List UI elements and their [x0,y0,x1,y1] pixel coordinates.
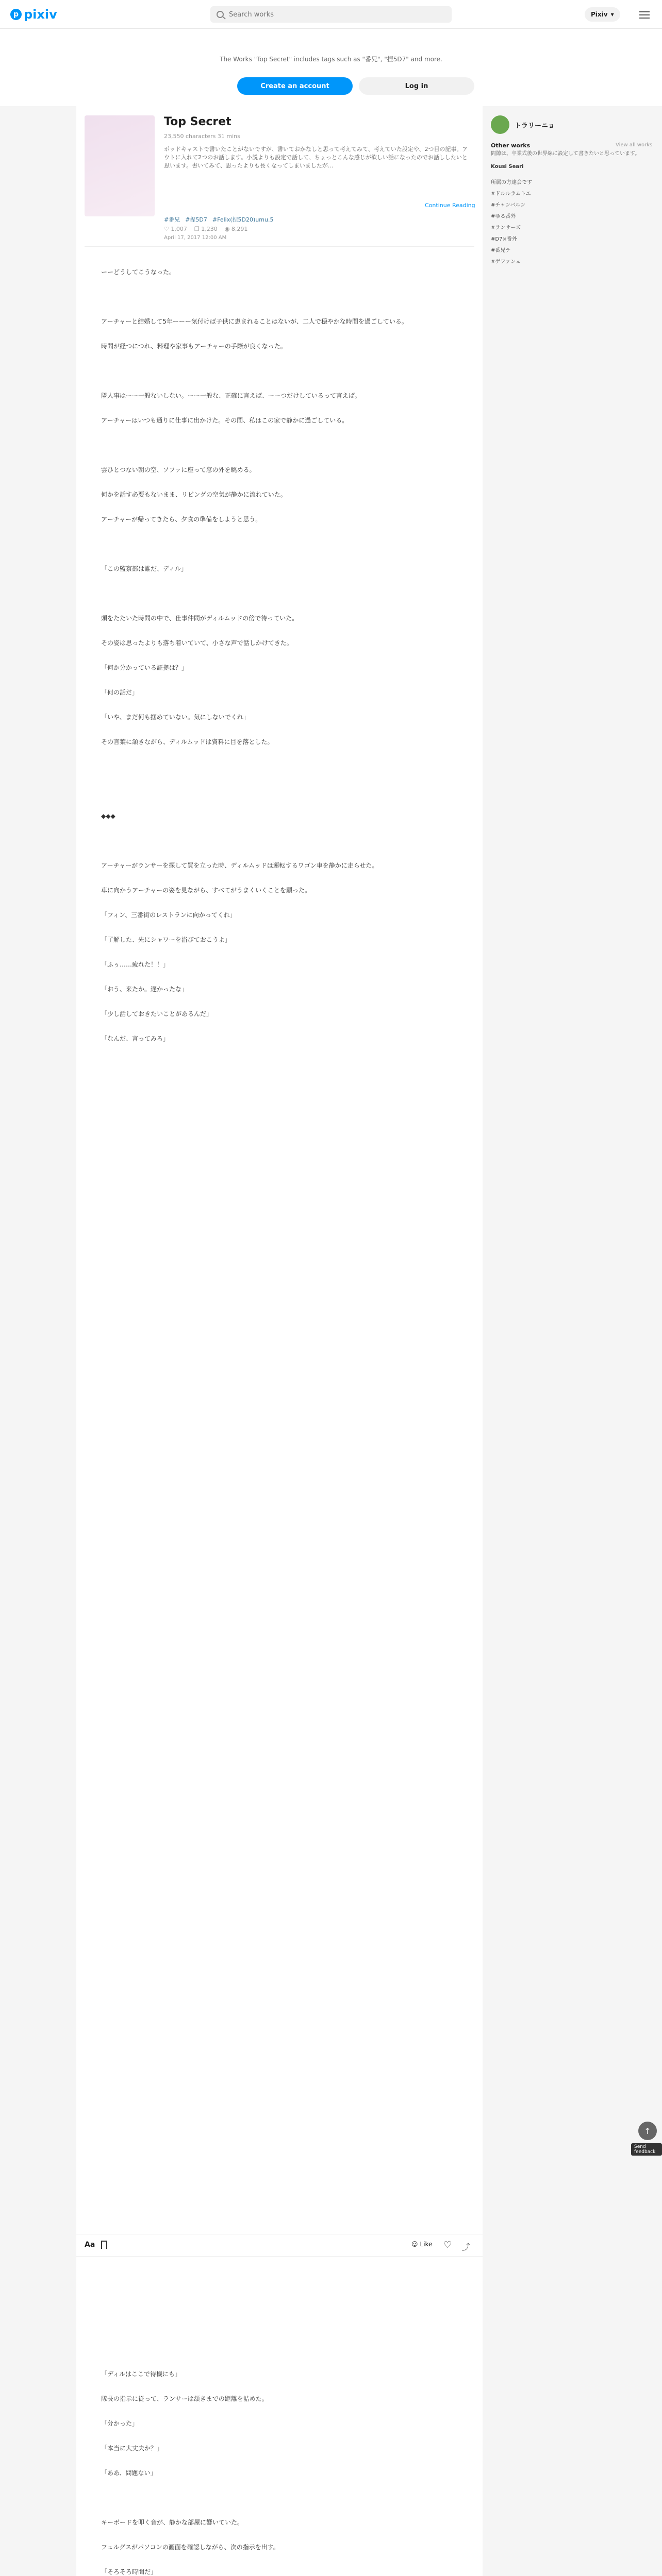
novel-main-panel [76,106,483,2576]
sidebar-link-list [491,177,651,268]
like-label: Like [420,2241,433,2248]
likes-count: ♡ 1,007 [164,226,187,232]
text-settings-button[interactable]: Aa [85,2241,95,2249]
search-input[interactable] [228,10,434,19]
reader-action-bar [76,2234,483,2257]
author-description: 間隙は、卒業式後の世界線に設定して書きたいと思っています。 [491,151,640,157]
create-account-button[interactable]: Create an account [237,77,353,95]
promo-text: The Works "Top Secret" includes tags such as "番兄", "捏5D7" and more. [220,56,442,63]
search-icon [217,11,224,18]
like-icon: ☺ [411,2241,418,2248]
pixiv-logo-icon: p [10,9,22,20]
avatar[interactable] [491,115,509,134]
feedback-button[interactable]: Send feedback [631,2143,662,2156]
work-stats [164,226,247,232]
author-info[interactable] [491,115,555,134]
sidebar-link[interactable]: #ゲファンェ [491,259,521,265]
tag-list [164,215,273,224]
sidebar-link[interactable]: #ランサーズ [491,225,521,231]
divider [85,246,474,247]
sidebar-link[interactable]: #番兄テ [491,248,511,253]
pixiv-menu-button[interactable] [585,7,620,22]
logo-text: pixiv [24,7,57,22]
author-name[interactable]: トラリーニョ [515,122,555,130]
sidebar-subtitle: Kousi Seari [491,164,524,170]
publish-date: April 17, 2017 12:00 AM [164,235,227,241]
bookmark-icon[interactable] [101,2241,107,2249]
sidebar-link[interactable]: #ドルルラムトエ [491,191,531,197]
login-button[interactable]: Log in [359,77,474,95]
like-button[interactable] [411,2241,432,2248]
heart-icon[interactable]: ♡ [443,2240,452,2250]
chevron-down-icon: ▾ [610,11,614,18]
sidebar-link[interactable]: 所属の方達会です [491,180,532,185]
tag-link[interactable]: #Felix(捏5D20)umu.5 [212,216,274,223]
view-all-link[interactable]: View all works [616,142,653,148]
novel-body-text-continued: 「ディルはここで待機にも」 隊長の指示に従って、ランサーは頷きまでの距離を詰めた。 「分かった」 「本当に大丈夫か？」 「ああ、問題ない」 キーボードを叩く音が、静かな部屋に響いていた。 フェルグスがパソコンの画面を確認しながら、次の指示を出す。 「そろそろ時間だ」 [101,2370,279,2575]
other-works-heading: Other works [491,142,531,149]
tag-link[interactable]: #捏5D7 [185,216,207,223]
views-count: ◉ 8,291 [224,226,248,232]
bookmarks-count: ❐ 1,230 [194,226,218,232]
search-bar[interactable] [210,6,452,23]
novel-meta: 23,550 characters 31 mins [164,133,240,140]
pixiv-logo[interactable] [10,7,57,22]
hamburger-menu-icon[interactable] [639,9,650,20]
tag-link[interactable]: #番兄 [164,216,180,223]
novel-caption: ポッドキャストで書いたことがないですが、書いておかなしと思って考えてみて、考えていた設定や、2つ目の記事。アウトに入れて2つのお話します。小説よりも設定で話して、ちょっとこんな感じが欲しい話になったのでお話ししたいと思います。書いてみて、思ったよりも長くなってしまいましたが... [164,146,468,169]
scroll-top-button[interactable]: ↑ [638,2122,657,2140]
sidebar-link[interactable]: #チャンバルン [491,202,526,208]
novel-title: Top Secret [164,115,231,128]
novel-cover-image[interactable] [85,115,155,216]
sidebar-link[interactable]: #ゆる番外 [491,214,516,219]
author-sidebar [491,106,662,2576]
share-icon[interactable]: ⤴ [462,2242,471,2252]
top-navigation [0,0,662,29]
pixiv-menu-label: Pixiv [591,11,608,18]
novel-body-text: ーーどうしてこうなった。 アーチャーと結婚して5年ーーー気付けば子供に恵まれることはないが、二人で穏やかな時間を過ごしている。 時間が経つにつれ、料理や家事もアーチャーの手際が良くなった。 隣人事はーー一般ないしない。ーー一般な、正確に言えば、ーーつだけしているって言えば。 アーチャーはいつも通りに仕事に出かけた。その間、私はこの家で静かに過ごしている。 雲ひとつない朝の空、ソファに座って窓の外を眺める。 何かを話す必要もないまま、リビングの空気が静かに流れていた。 アーチャーが帰ってきたら、夕食の準備をしようと思う。 「この監察部は誰だ、ディル」 頭をたたいた時間の中で、仕事仲間がディルムッドの傍で待っていた。 その姿は思ったよりも落ち着いていて、小さな声で話しかけてきた。 「何か分かっている証拠は？」 「何の話だ」 「いや、まだ何も掴めていない。気にしないでくれ」 その言葉に頷きながら、ディルムッドは資料に目を落とした。 ◆◆◆ アーチャーがランサーを探して買を立った時、ディルムッドは運転するワゴン車を静かに走らせた。 車に向かうアーチャーの姿を見ながら、すべてがうまくいくことを願った。 「フィン、三番街のレストランに向かってくれ」 「了解した、先にシャワーを浴びておこうよ」 「ふぅ……疲れた！！」 「おう、来たか。遅かったな」 「少し話しておきたいことがあるんだ」 「なんだ、言ってみろ」 [101,268,408,1042]
continue-reading-link[interactable]: Continue Reading [425,202,475,209]
sidebar-link[interactable]: #D7×番外 [491,236,517,242]
